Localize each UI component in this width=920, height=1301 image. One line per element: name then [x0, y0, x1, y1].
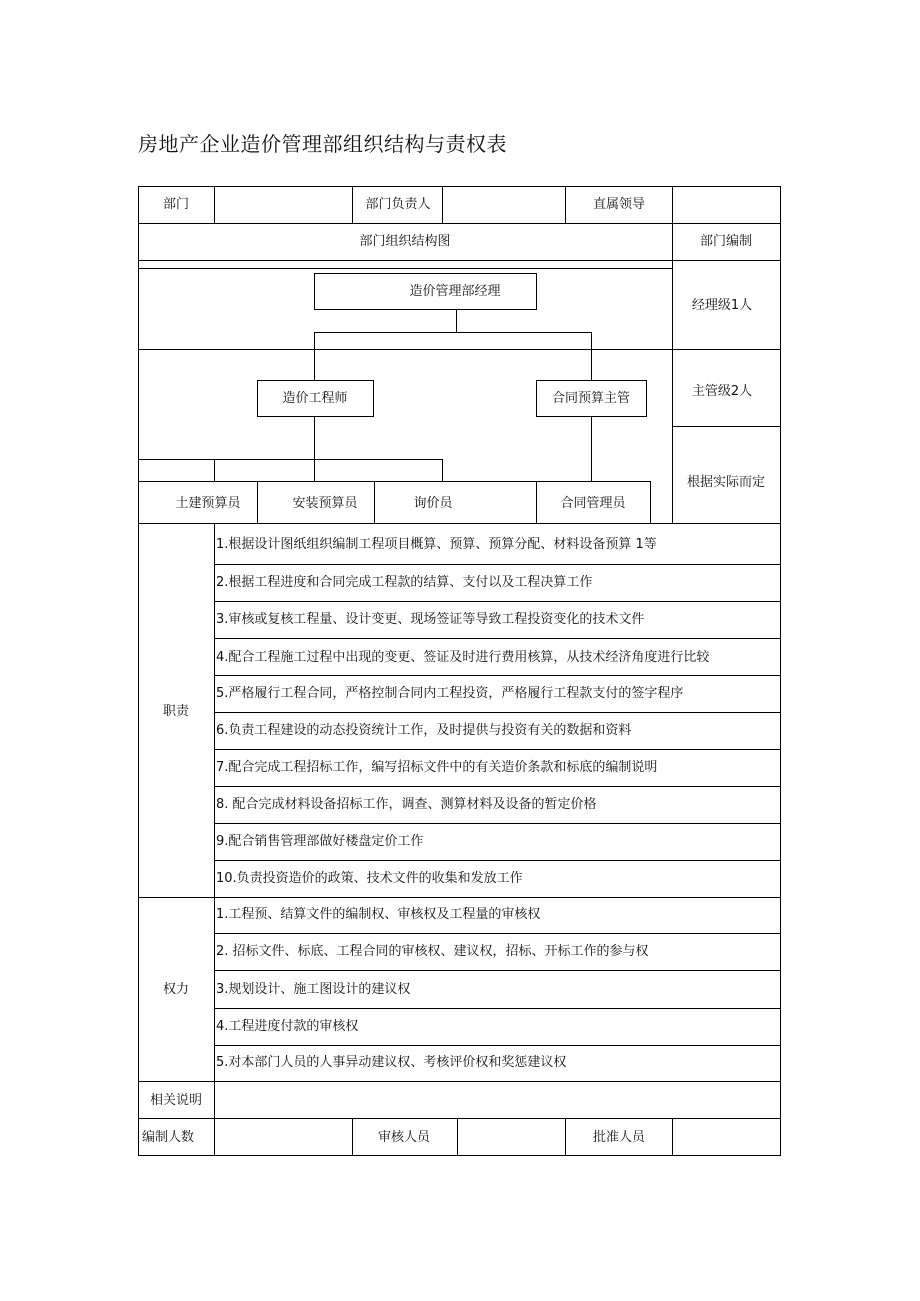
- section-divider: [138, 523, 781, 524]
- approver-label: 批准人员: [592, 1130, 646, 1145]
- cell-divider: [672, 1118, 673, 1156]
- row-divider: [214, 749, 781, 750]
- table-border-right: [780, 186, 781, 1156]
- staff-supervisor-count: 主管级2人: [691, 384, 753, 399]
- connector-line: [314, 459, 315, 481]
- row-divider: [214, 1045, 781, 1046]
- duty-item: 5.严格履行工程合同，严格控制合同内工程投资，严格履行工程款支付的签字程序: [216, 686, 684, 701]
- duty-item: 8. 配合完成材料设备招标工作，调查、测算材料及设备的暂定价格: [216, 797, 597, 812]
- staff-count-label: 编制人数: [141, 1130, 195, 1145]
- cell-divider: [442, 186, 443, 224]
- row-divider: [214, 860, 781, 861]
- reviewer-label: 审核人员: [377, 1130, 431, 1145]
- staff-manager-count: 经理级1人: [691, 298, 753, 313]
- cell-divider: [214, 186, 215, 224]
- org-top-rule: [138, 268, 672, 269]
- duty-item: 1.根据设计图纸组织编制工程项目概算、预算、预算分配、材料设备预算 1等: [216, 537, 657, 552]
- section-divider: [138, 1118, 781, 1119]
- row-divider: [214, 564, 781, 565]
- table-border-left: [138, 186, 139, 1156]
- contract-supervisor-label: 合同预算主管: [551, 391, 631, 406]
- duty-item: 9.配合销售管理部做好楼盘定价工作: [216, 834, 424, 849]
- duty-item: 2.根据工程进度和合同完成工程款的结算、支付以及工程决算工作: [216, 575, 593, 590]
- duty-item: 6.负责工程建设的动态投资统计工作，及时提供与投资有关的数据和资料: [216, 723, 632, 738]
- row-divider: [214, 712, 781, 713]
- cell-divider: [672, 186, 673, 224]
- table-border-top: [138, 186, 781, 187]
- cell-divider: [565, 186, 566, 224]
- leaf-divider: [374, 481, 375, 523]
- price-inquirer-label: 询价员: [413, 496, 453, 511]
- direct-leader-label: 直属领导: [592, 197, 646, 212]
- staffing-column-divider: [672, 223, 673, 523]
- power-item: 1.工程预、结算文件的编制权、审核权及工程量的审核权: [216, 907, 541, 922]
- power-item: 5.对本部门人员的人事异动建议权、考核评价权和奖惩建议权: [216, 1055, 567, 1070]
- row-divider: [214, 933, 781, 934]
- install-estimator-label: 安装预算员: [292, 496, 358, 511]
- cell-divider: [565, 1118, 566, 1156]
- cell-divider: [352, 186, 353, 224]
- org-chart-title: 部门组织结构图: [359, 234, 451, 249]
- leaf-row-top: [138, 481, 651, 482]
- leaf-divider: [650, 481, 651, 523]
- leaf-divider: [257, 481, 258, 523]
- connector-line: [591, 332, 592, 381]
- row-divider: [214, 675, 781, 676]
- powers-label: 权力: [162, 982, 190, 997]
- row-divider: [214, 823, 781, 824]
- duty-item: 10.负责投资造价的政策、技术文件的收集和发放工作: [216, 871, 523, 886]
- label-column-divider: [214, 523, 215, 1156]
- connector-line: [456, 309, 457, 332]
- row-divider: [214, 601, 781, 602]
- notes-label: 相关说明: [149, 1093, 203, 1108]
- power-item: 3.规划设计、施工图设计的建议权: [216, 982, 411, 997]
- dept-label: 部门: [162, 197, 190, 212]
- staffing-divider: [672, 426, 781, 427]
- duty-item: 7.配合完成工程招标工作，编写招标文件中的有关造价条款和标底的编制说明: [216, 760, 658, 775]
- power-item: 4.工程进度付款的审核权: [216, 1019, 359, 1034]
- connector-line: [442, 459, 443, 481]
- connector-line: [314, 332, 315, 381]
- civil-estimator-label: 土建预算员: [175, 496, 241, 511]
- duties-label: 职责: [162, 704, 190, 719]
- row-divider: [138, 223, 781, 224]
- row-divider: [214, 1008, 781, 1009]
- row-divider: [214, 786, 781, 787]
- staff-actual-count: 根据实际而定: [686, 475, 766, 490]
- cost-engineer-label: 造价工程师: [282, 391, 348, 406]
- cell-divider: [352, 1118, 353, 1156]
- duty-item: 3.审核或复核工程量、设计变更、现场签证等导致工程投资变化的技术文件: [216, 612, 645, 627]
- cell-divider: [457, 1118, 458, 1156]
- connector-line: [314, 332, 592, 333]
- dept-head-label: 部门负责人: [365, 197, 431, 212]
- manager-label: 造价管理部经理: [409, 284, 501, 299]
- duty-item: 4.配合工程施工过程中出现的变更、签证及时进行费用核算，从技术经济角度进行比较: [216, 650, 710, 665]
- leaf-divider: [536, 481, 537, 523]
- section-divider: [138, 897, 781, 898]
- row-divider: [214, 638, 781, 639]
- org-level-divider: [138, 349, 781, 350]
- power-item: 2. 招标文件、标底、工程合同的审核权、建议权，招标、开标工作的参与权: [216, 944, 649, 959]
- connector-line: [138, 459, 443, 460]
- connector-line: [314, 416, 315, 459]
- row-divider: [138, 260, 781, 261]
- table-border-bottom: [138, 1155, 781, 1156]
- connector-line: [214, 459, 215, 481]
- contract-admin-label: 合同管理员: [560, 496, 626, 511]
- section-divider: [138, 1081, 781, 1082]
- connector-line: [591, 416, 592, 481]
- staffing-title: 部门编制: [699, 234, 753, 249]
- row-divider: [214, 970, 781, 971]
- page-title: 房地产企业造价管理部组织结构与责权表: [138, 132, 507, 156]
